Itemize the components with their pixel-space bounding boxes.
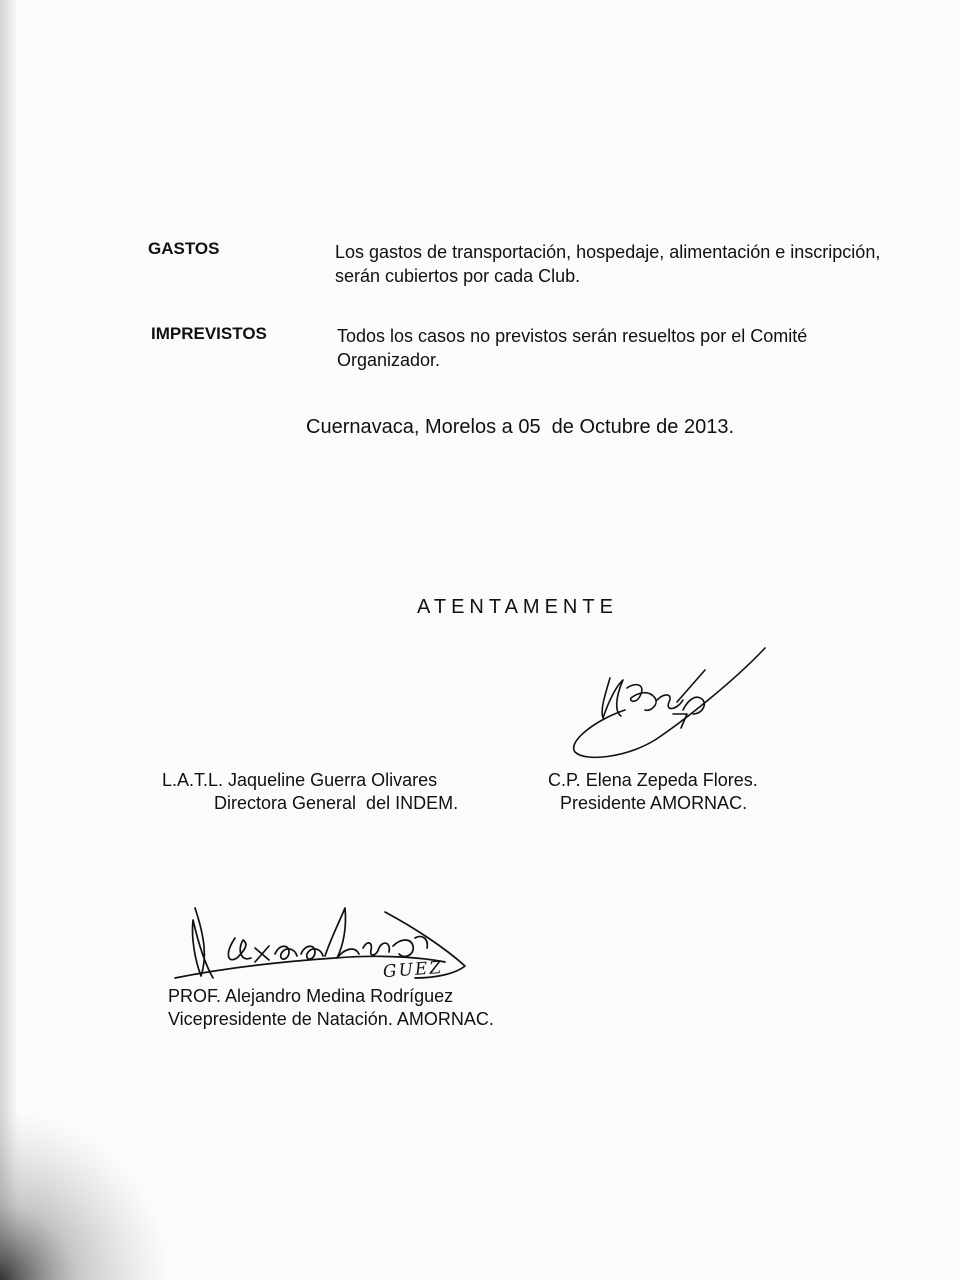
section-text-gastos — [335, 240, 880, 288]
signatory-bottom-title: Vicepresidente de Natación. AMORNAC. — [168, 1009, 494, 1029]
handwritten-annotation: GUEZ — [382, 957, 444, 983]
signature-medina — [165, 898, 485, 993]
section-label-imprevistos: IMPREVISTOS — [151, 324, 267, 343]
text-line: serán cubiertos por cada Club. — [335, 266, 581, 286]
signature-zepeda — [565, 640, 765, 760]
signatory-right-name: C.P. Elena Zepeda Flores. — [548, 770, 758, 790]
signatory-left-name: L.A.T.L. Jaqueline Guerra Olivares — [162, 770, 438, 790]
signatory-left-title: Directora General del INDEM. — [214, 793, 459, 813]
signatory-right — [548, 769, 758, 815]
section-label-gastos: GASTOS — [148, 239, 220, 258]
date-line: Cuernavaca, Morelos a 05 de Octubre de 2013. — [306, 416, 735, 438]
text-line: Todos los casos no previstos serán resueltos por el Comité — [337, 326, 808, 346]
text-line: Los gastos de transportación, hospedaje, alimentación e inscripción, — [335, 242, 881, 262]
signatory-right-title: Presidente AMORNAC. — [560, 793, 748, 813]
signatory-bottom — [168, 985, 494, 1031]
signatory-left — [162, 769, 458, 815]
section-text-imprevistos — [337, 324, 807, 372]
text-line: Organizador. — [337, 350, 441, 370]
closing-atentamente: ATENTAMENTE — [417, 596, 618, 618]
signatory-bottom-name: PROF. Alejandro Medina Rodríguez — [168, 986, 454, 1006]
